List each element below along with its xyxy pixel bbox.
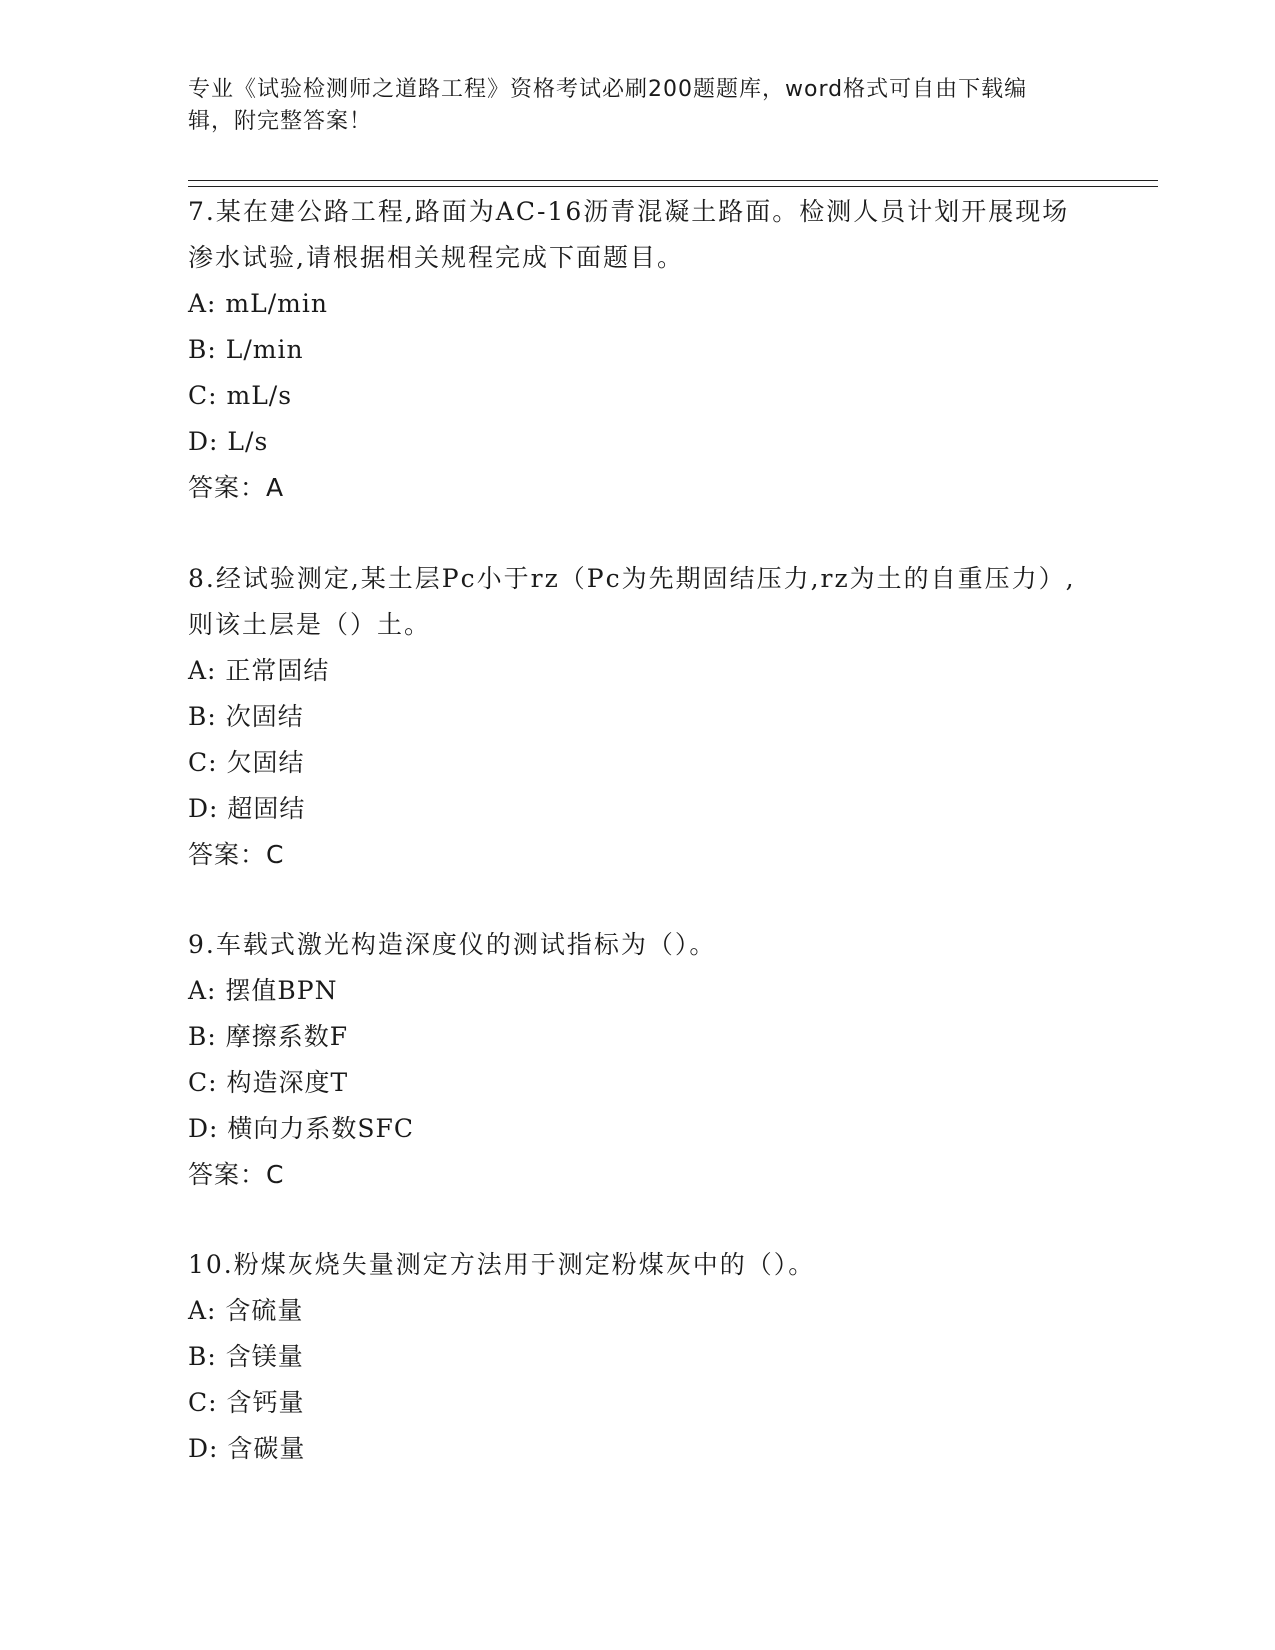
option-d: D: 横向力系数SFC: [188, 1114, 415, 1143]
option-c: C: 含钙量: [188, 1388, 305, 1417]
question-stem: 10.粉煤灰烧失量测定方法用于测定粉煤灰中的（）。: [188, 1250, 816, 1279]
header-divider-top: [188, 180, 1158, 181]
question-7: [188, 189, 1088, 511]
option-d: D: L/s: [188, 427, 269, 456]
option-d: D: 超固结: [188, 794, 306, 823]
header-divider-bottom: [188, 186, 1158, 187]
question-stem: 8.经试验测定,某土层Pc小于rz（Pc为先期固结压力,rz为土的自重压力）,则该土层是（）土。: [188, 564, 1076, 639]
option-a: A: 摆值BPN: [188, 976, 338, 1005]
option-c: C: 构造深度T: [188, 1068, 349, 1097]
question-stem: 7.某在建公路工程,路面为AC-16沥青混凝土路面。检测人员计划开展现场渗水试验,请根据相关规程完成下面题目。: [188, 197, 1070, 272]
option-c: C: 欠固结: [188, 748, 305, 777]
option-b: B: 摩擦系数F: [188, 1022, 349, 1051]
option-a: A: 含硫量: [188, 1296, 304, 1325]
answer-label: 答案：A: [188, 473, 285, 502]
question-9: [188, 922, 1088, 1198]
question-stem: 9.车载式激光构造深度仪的测试指标为（）。: [188, 930, 717, 959]
document-header: 专业《试验检测师之道路工程》资格考试必刷200题题库，word格式可自由下载编辑，附完整答案！: [188, 77, 1028, 134]
option-a: A: mL/min: [188, 289, 328, 318]
answer-label: 答案：C: [188, 840, 285, 869]
option-b: B: 含镁量: [188, 1342, 304, 1371]
option-b: B: L/min: [188, 335, 304, 364]
question-10: [188, 1242, 1088, 1472]
question-8: [188, 556, 1088, 878]
option-d: D: 含碳量: [188, 1434, 306, 1463]
option-b: B: 次固结: [188, 702, 304, 731]
option-a: A: 正常固结: [188, 656, 330, 685]
option-c: C: mL/s: [188, 381, 293, 410]
answer-label: 答案：C: [188, 1160, 285, 1189]
